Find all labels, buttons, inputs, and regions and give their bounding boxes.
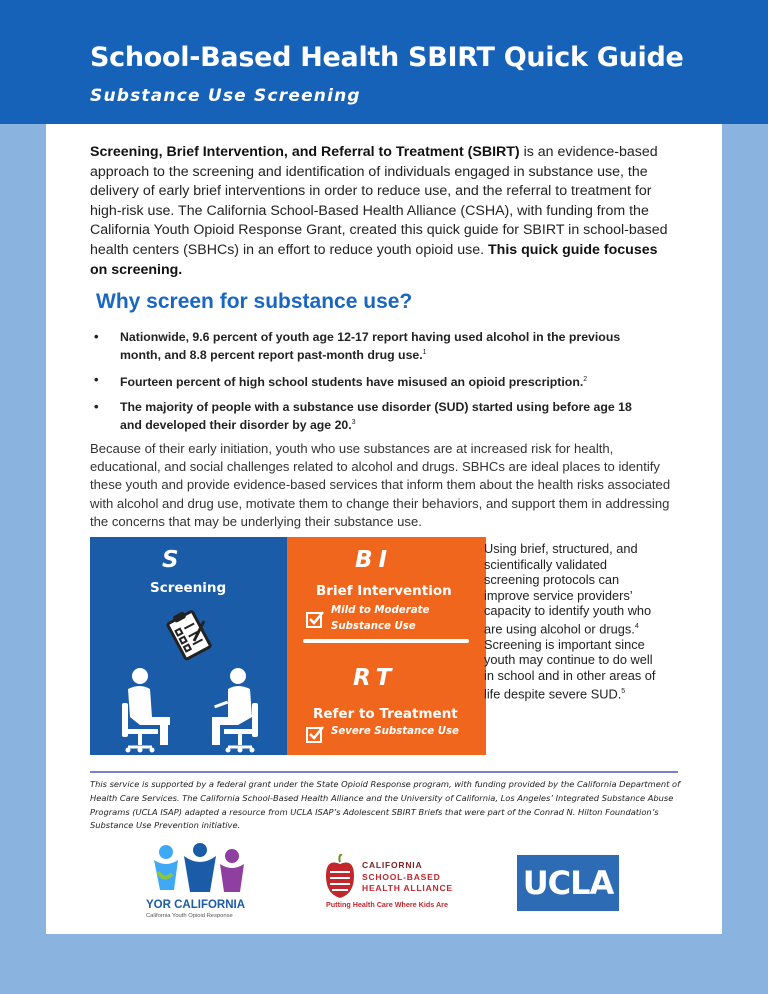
intro-body: is an evidence-based approach to the screening and identification of individuals engaged in substance use, the delivery of early brief interventions in order to reduce use, and the referral to treatment for high-risk use. The California School-Based Health Alliance (CSHA), with funding from the California Youth Opioid Response Grant, created this quick guide for SBIRT in school-based health centers (SBHCs) in an effort to reduce youth opioid use.: [90, 144, 668, 258]
page-subtitle: Substance Use Screening: [90, 86, 361, 106]
footer-divider: [90, 771, 678, 773]
rt-check-row: [305, 724, 480, 744]
yor-name: YOR CALIFORNIA: [146, 899, 246, 911]
why-heading: Why screen for substance use?: [96, 290, 413, 313]
csha-line3: HEALTH ALLIANCE: [362, 883, 453, 893]
reference-number: 5: [621, 687, 626, 695]
bi-label: Brief Intervention: [316, 583, 452, 599]
header-banner: [0, 0, 768, 124]
rt-label: Refer to Treatment: [313, 706, 458, 722]
content-page: [46, 124, 722, 934]
intro-bold-lead: Screening, Brief Intervention, and Referral to Treatment (SBIRT): [90, 144, 520, 160]
yor-tagline: California Youth Opioid Response: [146, 913, 233, 919]
reference-number: 2: [583, 376, 588, 384]
csha-logo: [324, 854, 484, 914]
statistics-list: [90, 329, 650, 442]
panel-divider: [303, 639, 469, 643]
apple-icon: [324, 854, 356, 900]
list-item: • The majority of people with a substance use disorder (SUD) started using before age 18 and developed their disorder by age 20.$^3$: [94, 399, 632, 433]
reference-number: 4: [634, 622, 639, 630]
reference-number: 1: [422, 349, 427, 356]
page-title: School-Based Health SBIRT Quick Guide: [90, 42, 684, 73]
initiation-paragraph: Because of their early initiation, youth who use substances are at increased risk for health, educational, and social challenges related to alcohol and drugs. SBHCs are ideal places to identify these youth and provide evidence-based services that inform them about the health risks associated with alcohol and drug use, motivate them to change their behaviors, and support them in addressing the concerns that may be underlying their substance use.: [90, 441, 671, 529]
clipboard-icon: [164, 607, 216, 665]
intro-bold-tail: This quick guide focuses on screening.: [90, 241, 658, 278]
reference-number: 3: [351, 419, 356, 427]
rt-letters: RT: [353, 665, 398, 691]
rt-check-text: Severe Substance Use: [331, 726, 459, 737]
ucla-logo: [517, 855, 619, 911]
screening-sidebar-text: Using brief, structured, and scientifically validated screening protocols can improve service providers’ capacity to identify youth who are using alcohol or drugs.$^4$ Screening is important since youth may continue to do well in school and in other areas of life despite severe SUD.$^5$: [484, 541, 656, 701]
ucla-wordmark: UCLA: [522, 864, 614, 902]
bi-check-text: Mild to Moderate Substance Use: [331, 605, 430, 632]
yor-california-logo: [146, 842, 256, 924]
csha-line1: CALIFORNIA: [362, 860, 423, 870]
csha-line2: SCHOOL-BASED: [362, 872, 441, 882]
intro-paragraph: [90, 143, 670, 280]
intervention-panel: [287, 537, 486, 755]
screening-panel: [90, 537, 287, 755]
list-item: • Nationwide, 9.6 percent of youth age 12-17 report having used alcohol in the previous month, and 8.8 percent report past-month drug use.$^1$: [94, 329, 621, 363]
screening-letter: S: [162, 547, 185, 573]
bullet-icon: •: [94, 329, 99, 344]
bi-check-row: [305, 603, 475, 635]
csha-tagline: Putting Health Care Where Kids Are: [326, 900, 448, 909]
bullet-icon: •: [94, 372, 99, 388]
checkbox-icon: [305, 609, 325, 629]
seated-person-icon: [118, 667, 182, 753]
bullet-icon: •: [94, 399, 99, 415]
bi-letters: BI: [355, 547, 394, 573]
yor-figures-icon: [150, 842, 246, 898]
screening-label: Screening: [150, 580, 227, 596]
funding-footnote: This service is supported by a federal grant under the State Opioid Response program, with funding provided by the California Department of Health Care Services. The California School-Based Health Alliance and the University of California, Los Angeles’ Integrated Substance Abuse Programs (UCLA ISAP) adapted a resource from UCLA ISAP’s Adolescent SBIRT Briefs that were part of the Conrad N. Hilton Foundation’s Substance Use Prevention initiative.: [90, 779, 681, 831]
clinician-person-icon: [198, 667, 264, 753]
list-item: • Fourteen percent of high school students have misused an opioid prescription.$^2$: [94, 372, 588, 390]
checkbox-icon: [305, 724, 325, 744]
